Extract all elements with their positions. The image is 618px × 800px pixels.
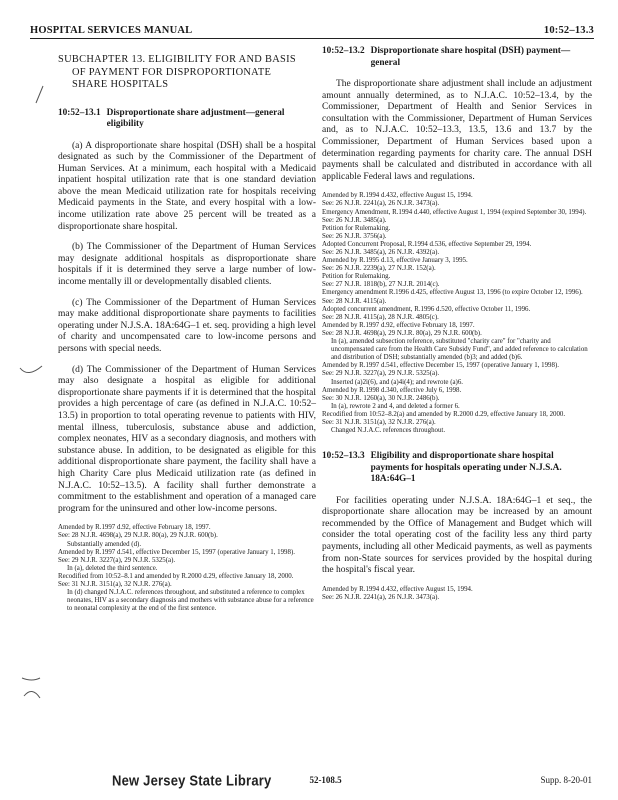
history-note: Amended by R.1997 d.92, effective February 18, 1997. bbox=[58, 524, 211, 532]
history-note: Recodified from 10:52–8.1 and amended by R.2000 d.29, effective January 18, 2000. bbox=[58, 572, 294, 580]
history-note: See: 26 N.J.R. 2239(a), 27 N.J.R. 152(a). bbox=[322, 265, 436, 273]
history-note: See: 30 N.J.R. 1260(a), 30 N.J.R. 2486(b). bbox=[322, 394, 440, 402]
history-note: Adopted concurrent amendment, R.1996 d.520, effective October 11, 1996. bbox=[322, 305, 531, 313]
history-note: Petition for Rulemaking. bbox=[322, 273, 391, 281]
history-note: Emergency amendment R.1996 d.425, effective August 13, 1996 (to expire October 12, 1996). bbox=[322, 289, 583, 297]
section-heading-13-1 bbox=[58, 108, 316, 131]
history-note: See: 31 N.J.R. 3151(a), 32 N.J.R. 276(a). bbox=[322, 418, 436, 426]
history-note: Recodified from 10:52–8.2(a) and amended by R.2000 d.29, effective January 18, 2000. bbox=[322, 410, 566, 418]
history-note: See: 29 N.J.R. 3227(a), 29 N.J.R. 5325(a). bbox=[322, 370, 440, 378]
history-notes-13-3 bbox=[322, 586, 592, 602]
history-note: See: 28 N.J.R. 4698(a), 29 N.J.R. 80(a), 29 N.J.R. 600(b). bbox=[322, 329, 482, 337]
history-notes-13-1 bbox=[58, 524, 316, 613]
history-note: See: 31 N.J.R. 3151(a), 32 N.J.R. 276(a). bbox=[58, 580, 172, 588]
margin-check-mark bbox=[18, 362, 44, 382]
section-number: 10:52–13.3 bbox=[322, 451, 365, 462]
page-footer bbox=[112, 770, 592, 790]
paragraph-d: (d) The Commissioner of the Department of Human Services may also designate a hospital as eligible for additional disproportionate share payments if it is determined that the hospital provides a high percentage of care (as defined in N.J.A.C. 10:52–13.5) in proportion to total operating revenue to patients with HIV, mental illness, tuberculosis, substance abuse and addiction, complex neonates, HIV as a secondary diagnosis, and mothers with substance abuse. In addition, to be designated as eligible for this additional disproportionate share payment, the facility shall have a high Charity Care plus Medicaid utilization rate (as defined in N.J.A.C. 10:52–13.5). A facility shall further demonstrate a commitment to the establishment and operation of a managed care program for the uninsured and other low-income persons. bbox=[58, 364, 316, 514]
history-note: See: 26 N.J.R. 3756(a). bbox=[322, 232, 387, 240]
history-note: Amended by R.1997 d.92, effective February 18, 1997. bbox=[322, 321, 475, 329]
library-stamp: New Jersey State Library bbox=[112, 771, 272, 789]
section-title: Disproportionate share adjustment—general eligibility bbox=[106, 107, 285, 129]
history-note: See: 28 N.J.R. 4115(a), 28 N.J.R. 4805(c). bbox=[322, 313, 439, 321]
history-note: Amended by R.1997 d.541, effective December 15, 1997 (operative January 1, 1998). bbox=[322, 362, 559, 370]
section-title: Eligibility and disproportionate share hospital payments for hospitals operating under N.J.S.A. 18A:64G–1 bbox=[370, 451, 562, 485]
history-note: Amended by R.1995 d.13, effective January 3, 1995. bbox=[322, 257, 468, 265]
history-note: See: 28 N.J.R. 4698(a), 29 N.J.R. 80(a), 29 N.J.R. 600(b). bbox=[58, 532, 218, 540]
running-header bbox=[30, 14, 594, 39]
manual-title: HOSPITAL SERVICES MANUAL bbox=[30, 25, 193, 36]
section-number: 10:52–13.2 bbox=[322, 46, 365, 56]
history-note: In (a), deleted the third sentence. bbox=[67, 564, 158, 572]
subchapter-line-2: OF PAYMENT FOR DISPROPORTIONATE bbox=[72, 66, 272, 78]
margin-tick-mark bbox=[32, 84, 46, 106]
history-note: In (d) changed N.J.A.C. references throughout, and substituted a reference to complex neonates, HIV as a secondary diagnosis and mothers with substance abuse for a reference to neonatal complexity at the end of the first sentence. bbox=[67, 589, 314, 613]
subchapter-line-3: SHARE HOSPITALS bbox=[72, 79, 169, 90]
section-number: 10:52–13.1 bbox=[58, 107, 101, 118]
paragraph-b: (b) The Commissioner of the Department of Human Services may designate additional hospitals as disproportionate share hospitals if it is determined they serve a large number of low-income mentally ill or developmentally disabled clients. bbox=[58, 242, 316, 288]
paragraph-a: (a) A disproportionate share hospital (DSH) shall be a hospital designated as such by the Commissioner of the Department of Human Services. At a minimum, each hospital with a Medicaid inpatient hospital utilization rate that is one standard deviation above the mean Medicaid utilization rate for hospitals receiving Medicaid payments in the State, and every hospital with a low-income utilization rate above 25 percent will be treated as a disproportionate share hospital. bbox=[58, 140, 316, 232]
history-note: Emergency Amendment, R.1994 d.440, effective August 1, 1994 (expired September 30, 1994). bbox=[322, 208, 587, 216]
section-title: Disproportionate share hospital (DSH) payment—general bbox=[370, 46, 571, 68]
left-column bbox=[58, 46, 316, 613]
section-range: 10:52–13.3 bbox=[543, 25, 594, 36]
right-column bbox=[322, 46, 592, 602]
margin-bracket-mark bbox=[18, 676, 44, 700]
history-note: Petition for Rulemaking. bbox=[322, 224, 391, 232]
section-heading-13-3 bbox=[322, 451, 592, 486]
history-note: See: 26 N.J.R. 3485(a). bbox=[322, 216, 387, 224]
history-note: In (a), amended subsection reference, substituted "charity care" for "charity and uncompensated care from the Health Care Subsidy Fund", and added reference to calculation and distribution of DSH; substantially amended (b)3; and added (b)6. bbox=[331, 338, 588, 362]
paragraph-c: (c) The Commissioner of the Department of Human Services may make additional disproportionate share payments to facilities operating under N.J.S.A. 18A:64G–1 et. seq. providing a high level of charity and uncompensated care to low-income persons and persons with special needs. bbox=[58, 297, 316, 354]
subchapter-line-1: SUBCHAPTER 13. ELIGIBILITY FOR AND BASIS bbox=[58, 54, 296, 65]
history-note: See: 26 N.J.R. 3485(a), 26 N.J.R. 4392(a). bbox=[322, 249, 440, 256]
history-note: Amended by R.1994 d.432, effective August 15, 1994. bbox=[322, 585, 473, 593]
history-note: Changed N.J.A.C. references throughout. bbox=[331, 427, 446, 435]
supplement-date: Supp. 8-20-01 bbox=[540, 775, 592, 785]
history-note: See: 26 N.J.R. 2241(a), 26 N.J.R. 3473(a). bbox=[322, 200, 440, 208]
history-note: See: 27 N.J.R. 1818(b), 27 N.J.R. 2014(c). bbox=[322, 281, 440, 289]
history-notes-13-2 bbox=[322, 192, 592, 435]
history-note: Amended by R.1994 d.432, effective August 15, 1994. bbox=[322, 192, 473, 200]
subchapter-heading bbox=[58, 54, 316, 92]
history-note: Amended by R.1997 d.541, effective December 15, 1997 (operative January 1, 1998). bbox=[58, 548, 295, 556]
paragraph-13-3: For facilities operating under N.J.S.A. 18A:64G–1 et seq., the disproportionate share allocation may be increased by an amount recommended by the Office of Management and Budget which will consider the total operating cost of the facility less any third party payments, including all other Medicaid payments, as well as payments from non-State sources for services provided by the hospital during the hospital's fiscal year. bbox=[322, 495, 592, 576]
history-note: Inserted (a)2i(6), and (a)4i(4); and rewrote (a)6. bbox=[331, 378, 464, 386]
history-note: Substantially amended (d). bbox=[67, 540, 142, 548]
history-note: Amended by R.1998 d.340, effective July 6, 1998. bbox=[322, 386, 462, 394]
history-note: See: 28 N.J.R. 4115(a). bbox=[322, 297, 387, 305]
paragraph-13-2: The disproportionate share adjustment shall include an adjustment amount annually determined, as to N.J.A.C. 10:52–13.4, by the Commissioner, Department of Health and Senior Services in consultation with the Commissioner, Department of Human Services and, as to N.J.A.C. 10:52–13.3, 13.5, 13.6 and 13.7 by the Commissioner, Department of Human Services based upon a determination regarding payments for charity care. The annual DSH payments shall be calculated and distributed in accordance with all applicable Federal laws and regulations. bbox=[322, 79, 592, 182]
page-number: 52-108.5 bbox=[309, 775, 342, 785]
section-heading-13-2 bbox=[322, 46, 592, 69]
history-note: Adopted Concurrent Proposal, R.1994 d.536, effective September 29, 1994. bbox=[322, 240, 532, 248]
history-note: See: 26 N.J.R. 2241(a), 26 N.J.R. 3473(a). bbox=[322, 593, 440, 601]
history-note: In (a), rewrote 2 and 4, and deleted a former 6. bbox=[331, 402, 460, 410]
history-note: See: 29 N.J.R. 3227(a), 29 N.J.R. 5325(a). bbox=[58, 556, 176, 564]
